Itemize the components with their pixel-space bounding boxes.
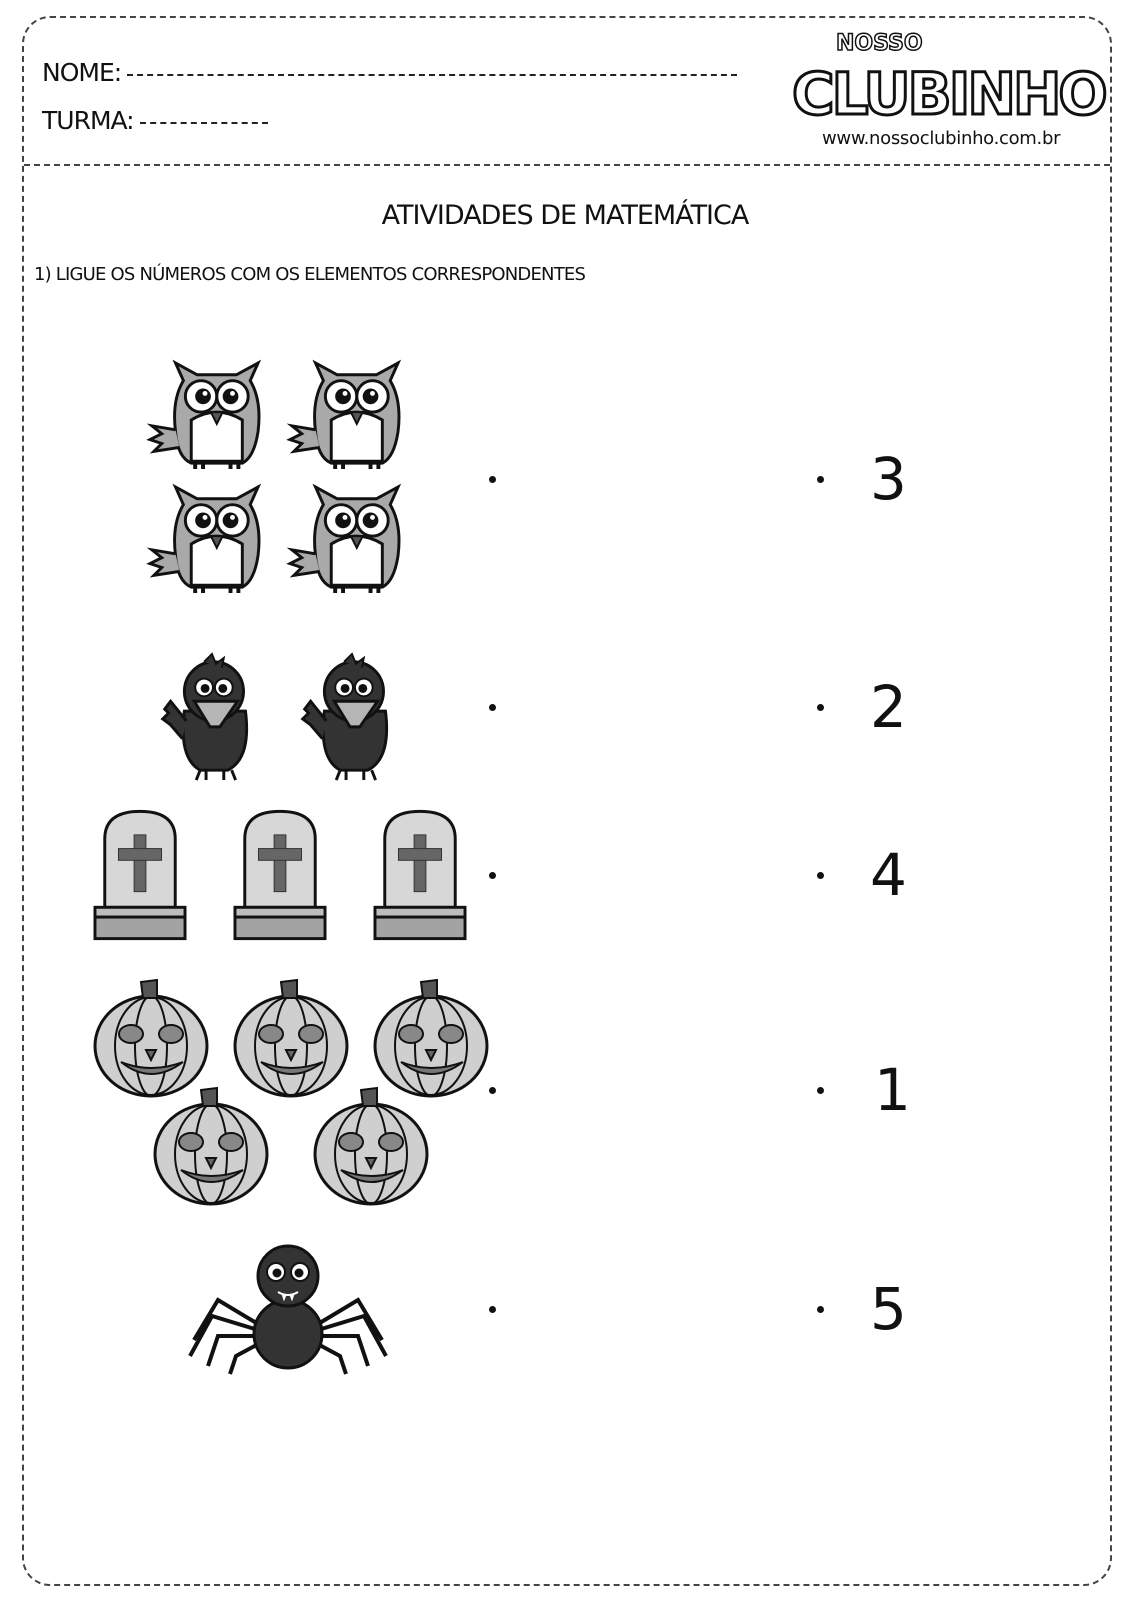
owl-image xyxy=(290,484,400,598)
match-dot-left[interactable] xyxy=(489,872,496,879)
logo-small-text: NOSSO xyxy=(836,31,923,56)
match-dot-left[interactable] xyxy=(489,476,496,483)
class-line[interactable] xyxy=(140,120,268,124)
pumpkin-image xyxy=(372,978,492,1098)
match-dot-right[interactable] xyxy=(817,704,824,711)
pumpkin-image xyxy=(152,1086,272,1206)
number-label: 5 xyxy=(870,1275,907,1343)
class-label: TURMA: xyxy=(42,106,134,135)
match-dot-left[interactable] xyxy=(489,704,496,711)
crow-image xyxy=(160,652,260,782)
page-title: ATIVIDADES DE MATEMÁTICA xyxy=(381,200,749,231)
crow-image xyxy=(300,652,400,782)
number-label: 4 xyxy=(870,841,907,909)
pumpkin-image xyxy=(232,978,352,1098)
owl-image xyxy=(150,360,260,474)
name-label: NOME: xyxy=(42,58,122,87)
match-dot-right[interactable] xyxy=(817,1087,824,1094)
tombstone-image xyxy=(374,808,466,942)
class-field[interactable] xyxy=(42,106,268,135)
spider-image xyxy=(186,1244,390,1378)
pumpkin-image xyxy=(92,978,212,1098)
match-dot-left[interactable] xyxy=(489,1306,496,1313)
match-dot-right[interactable] xyxy=(817,476,824,483)
number-label: 3 xyxy=(870,445,907,513)
logo-big-text: CLUBINHO xyxy=(792,60,1105,128)
owl-image xyxy=(150,484,260,598)
number-label: 1 xyxy=(874,1056,911,1124)
match-dot-right[interactable] xyxy=(817,1306,824,1313)
match-dot-right[interactable] xyxy=(817,872,824,879)
match-dot-left[interactable] xyxy=(489,1087,496,1094)
name-line[interactable] xyxy=(127,72,737,76)
website-url: www.nossoclubinho.com.br xyxy=(822,128,1061,149)
instruction-text: 1) LIGUE OS NÚMEROS COM OS ELEMENTOS CORRESPONDENTES xyxy=(34,264,586,285)
owl-image xyxy=(290,360,400,474)
tombstone-image xyxy=(234,808,326,942)
name-field[interactable] xyxy=(42,58,737,87)
number-label: 2 xyxy=(870,673,907,741)
header-separator xyxy=(24,164,1110,166)
pumpkin-image xyxy=(312,1086,432,1206)
tombstone-image xyxy=(94,808,186,942)
